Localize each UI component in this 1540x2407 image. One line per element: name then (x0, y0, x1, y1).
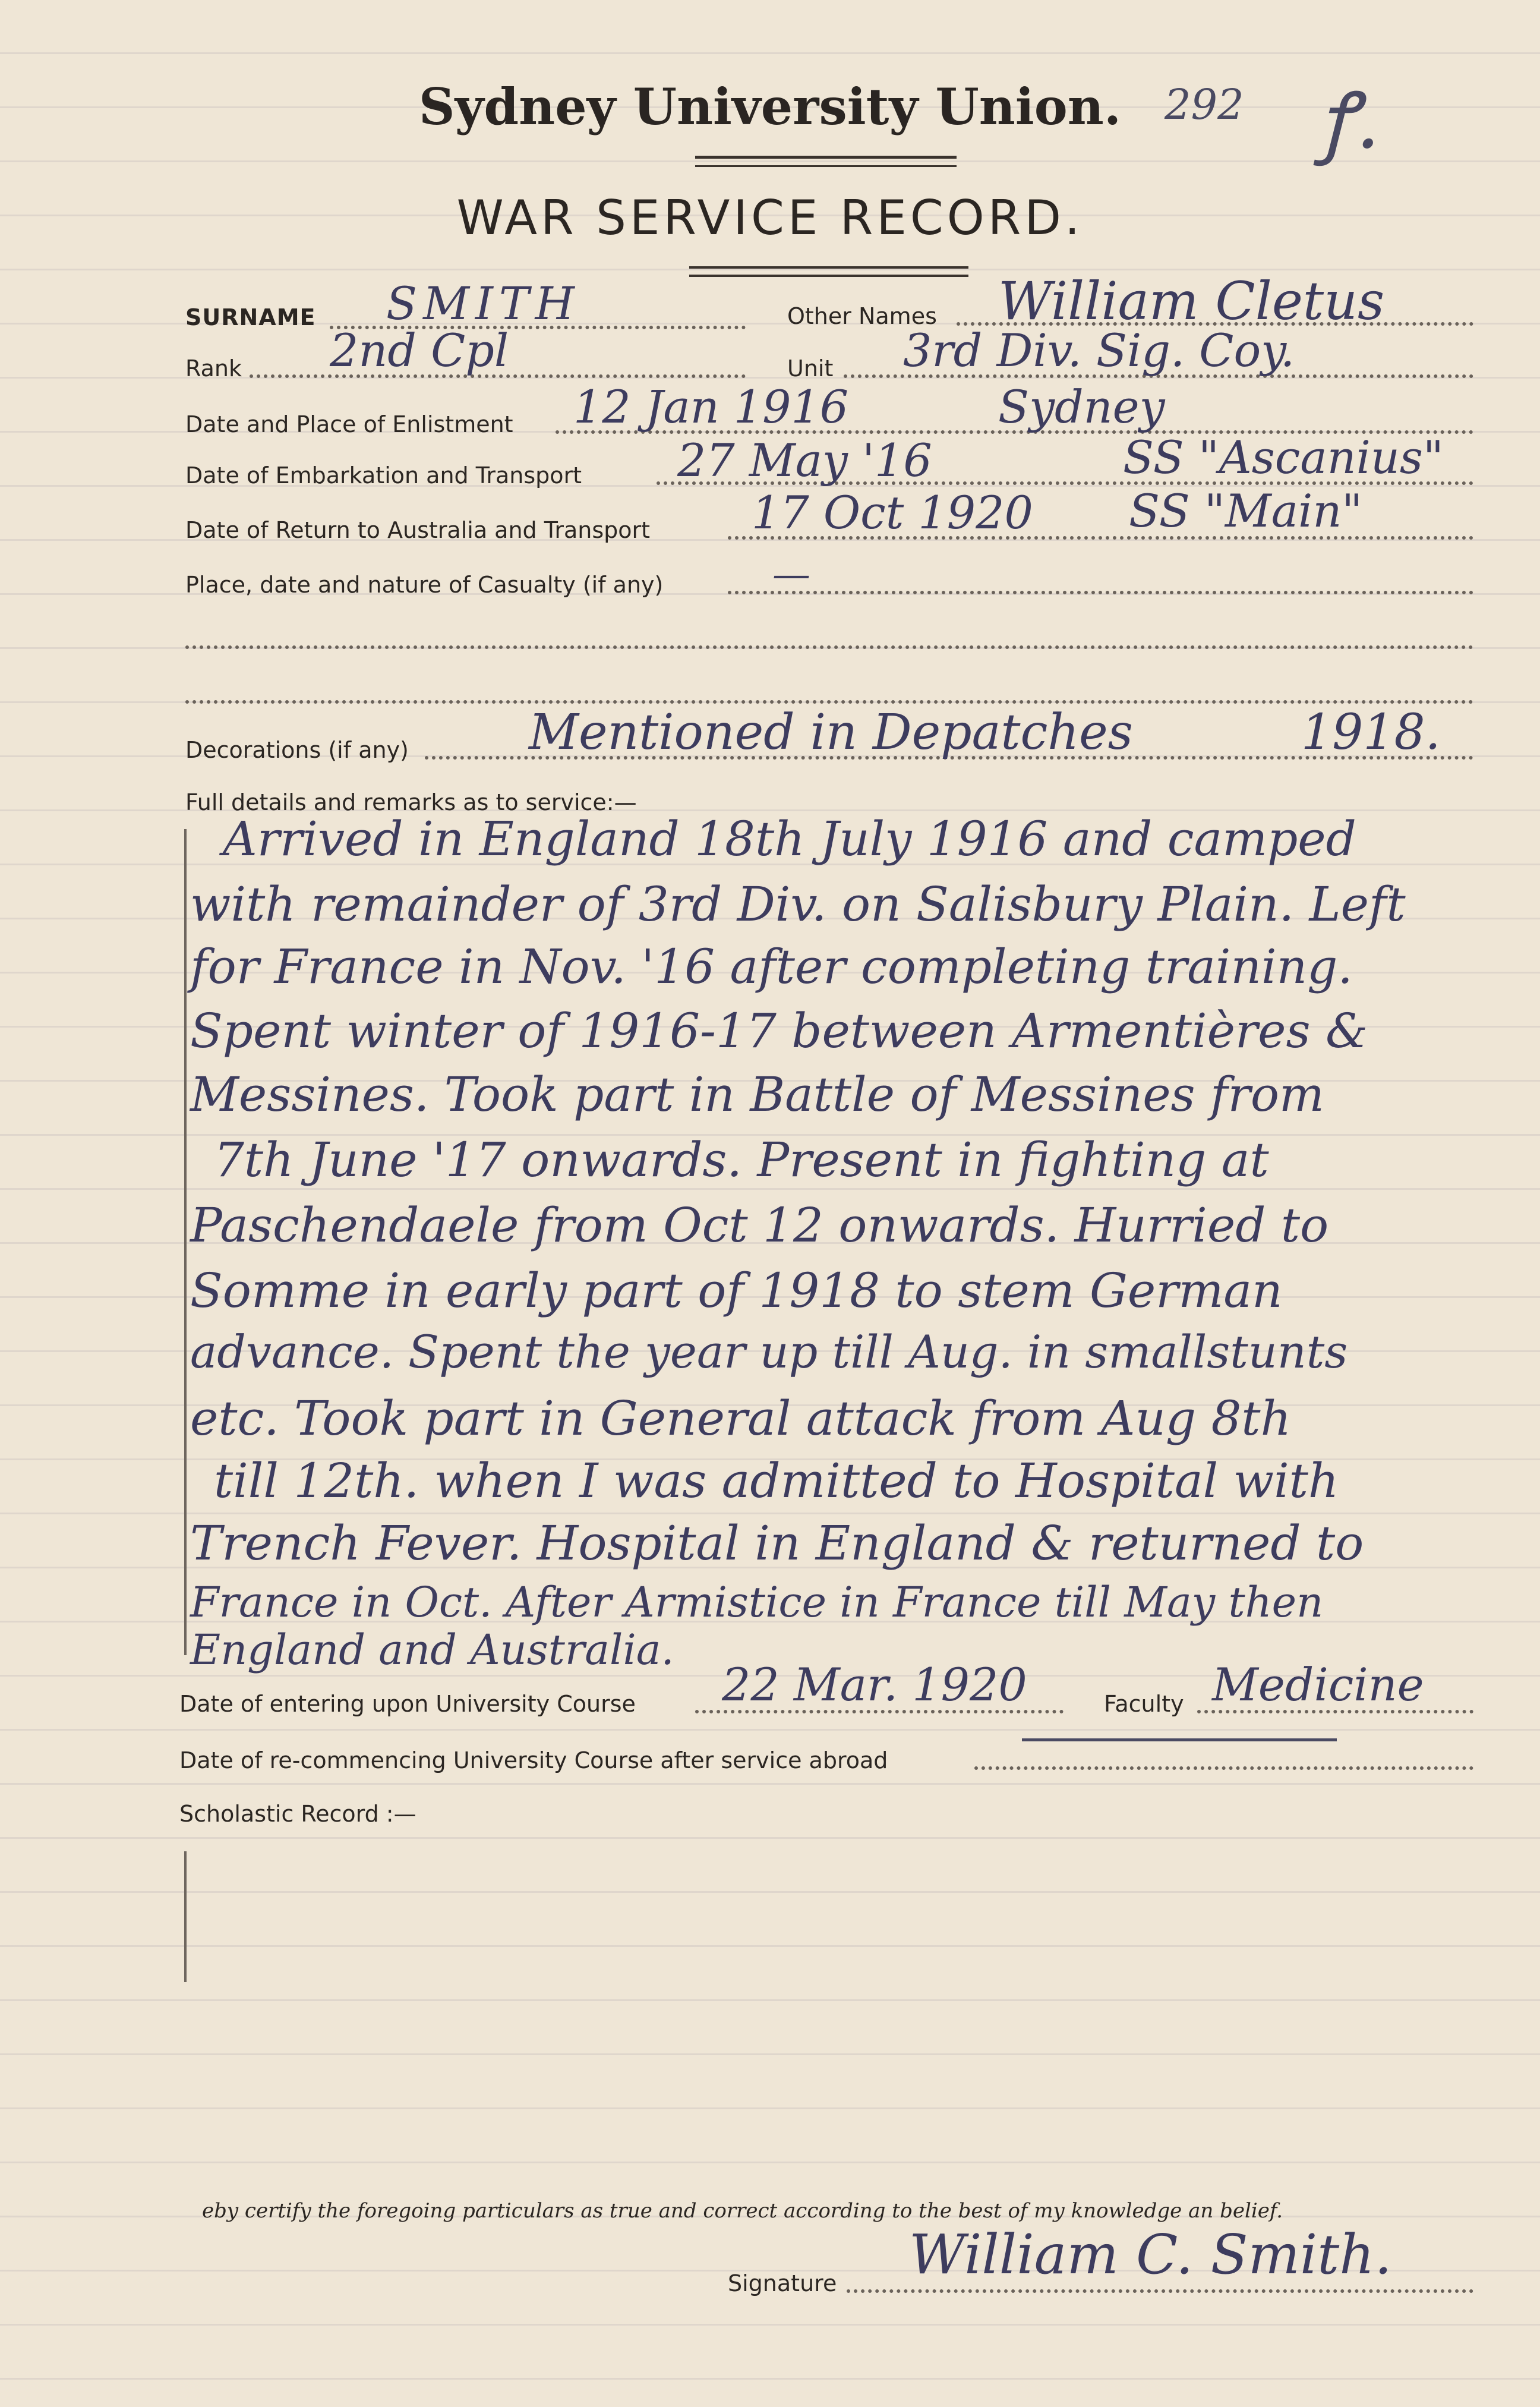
scholastic-record-label: Scholastic Record :— (179, 1801, 416, 1827)
decorations-year: 1918. (1301, 704, 1441, 761)
embarkation-transport: SS "Ascanius" (1123, 431, 1444, 484)
service-line: with remainder of 3rd Div. on Salisbury Plain. Left (190, 877, 1406, 932)
decorations-value: Mentioned in Depatches (529, 704, 1133, 761)
enlistment-date: 12 Jan 1916 (573, 380, 849, 433)
recommencing-pen-line (1022, 1738, 1337, 1741)
university-entering-label: Date of entering upon University Course (179, 1691, 636, 1717)
casualty-dots-2 (185, 645, 1473, 649)
organisation-title: Sydney University Union. (418, 77, 1122, 136)
other-names-label: Other Names (787, 303, 937, 329)
header-rule-top (695, 156, 957, 159)
faculty-label: Faculty (1104, 1691, 1184, 1717)
unit-label: Unit (787, 355, 834, 382)
service-line: for France in Nov. '16 after completing training. (190, 939, 1353, 994)
university-recommencing-label: Date of re-commencing University Course after service abroad (179, 1747, 888, 1773)
service-line: England and Australia. (190, 1625, 674, 1674)
rank-value: 2nd Cpl (330, 324, 509, 377)
scholastic-margin-rule (184, 1851, 187, 1982)
surname-label: SURNAME (185, 304, 316, 330)
service-line: etc. Took part in General attack from Aug 8th (190, 1391, 1292, 1446)
return-label: Date of Return to Australia and Transport (185, 517, 651, 543)
university-entering-value: 22 Mar. 1920 (722, 1658, 1027, 1711)
return-date: 17 Oct 1920 (752, 486, 1033, 539)
service-label: Full details and remarks as to service:— (185, 789, 637, 815)
casualty-label: Place, date and nature of Casualty (if any) (185, 572, 664, 598)
service-line: Spent winter of 1916-17 between Armentières & (190, 1003, 1368, 1058)
title-rule-2 (689, 275, 968, 277)
service-line: till 12th. when I was admitted to Hospital with (214, 1453, 1339, 1508)
university-recommencing-dots (974, 1766, 1473, 1770)
casualty-dots-3 (185, 700, 1473, 704)
title-rule (689, 266, 968, 269)
form-title: WAR SERVICE RECORD. (456, 190, 1084, 245)
embarkation-date: 27 May '16 (677, 434, 932, 487)
unit-value: 3rd Div. Sig. Coy. (903, 324, 1295, 377)
header-rule-top-2 (695, 165, 957, 167)
service-margin-rule (184, 829, 187, 1655)
signature-dots (847, 2289, 1473, 2293)
certification-statement: eby certify the foregoing particulars as true and correct according to the best of my knowledge an belief. (202, 2199, 1283, 2223)
surname-value: SMITH (386, 277, 580, 330)
reference-number: 292 (1165, 80, 1244, 129)
service-line: Trench Fever. Hospital in England & returned to (190, 1516, 1364, 1571)
other-names-value: William Cletus (998, 270, 1385, 332)
signature-value: William C. Smith. (909, 2223, 1392, 2286)
casualty-value: — (772, 553, 810, 597)
service-line: Messines. Took part in Battle of Messines from (190, 1067, 1324, 1122)
signature-label: Signature (728, 2270, 837, 2296)
service-line: Paschendaele from Oct 12 onwards. Hurried to (190, 1198, 1329, 1253)
embarkation-label: Date of Embarkation and Transport (185, 462, 582, 489)
enlistment-place: Sydney (998, 380, 1165, 433)
return-transport: SS "Main" (1129, 484, 1363, 537)
decorations-label: Decorations (if any) (185, 737, 409, 763)
rank-label: Rank (185, 355, 242, 382)
faculty-value: Medicine (1212, 1658, 1424, 1711)
service-line: Somme in early part of 1918 to stem German (190, 1263, 1283, 1318)
casualty-dots (728, 591, 1473, 594)
service-line: France in Oct. After Armistice in France till May then (190, 1578, 1324, 1627)
service-line: 7th June '17 onwards. Present in fighting at (214, 1132, 1269, 1187)
enlistment-label: Date and Place of Enlistment (185, 411, 513, 437)
service-line: Arrived in England 18th July 1916 and camped (223, 811, 1356, 867)
service-line: advance. Spent the year up till Aug. in smallstunts (190, 1325, 1348, 1378)
initials-mark: ꝭ. (1319, 75, 1380, 166)
